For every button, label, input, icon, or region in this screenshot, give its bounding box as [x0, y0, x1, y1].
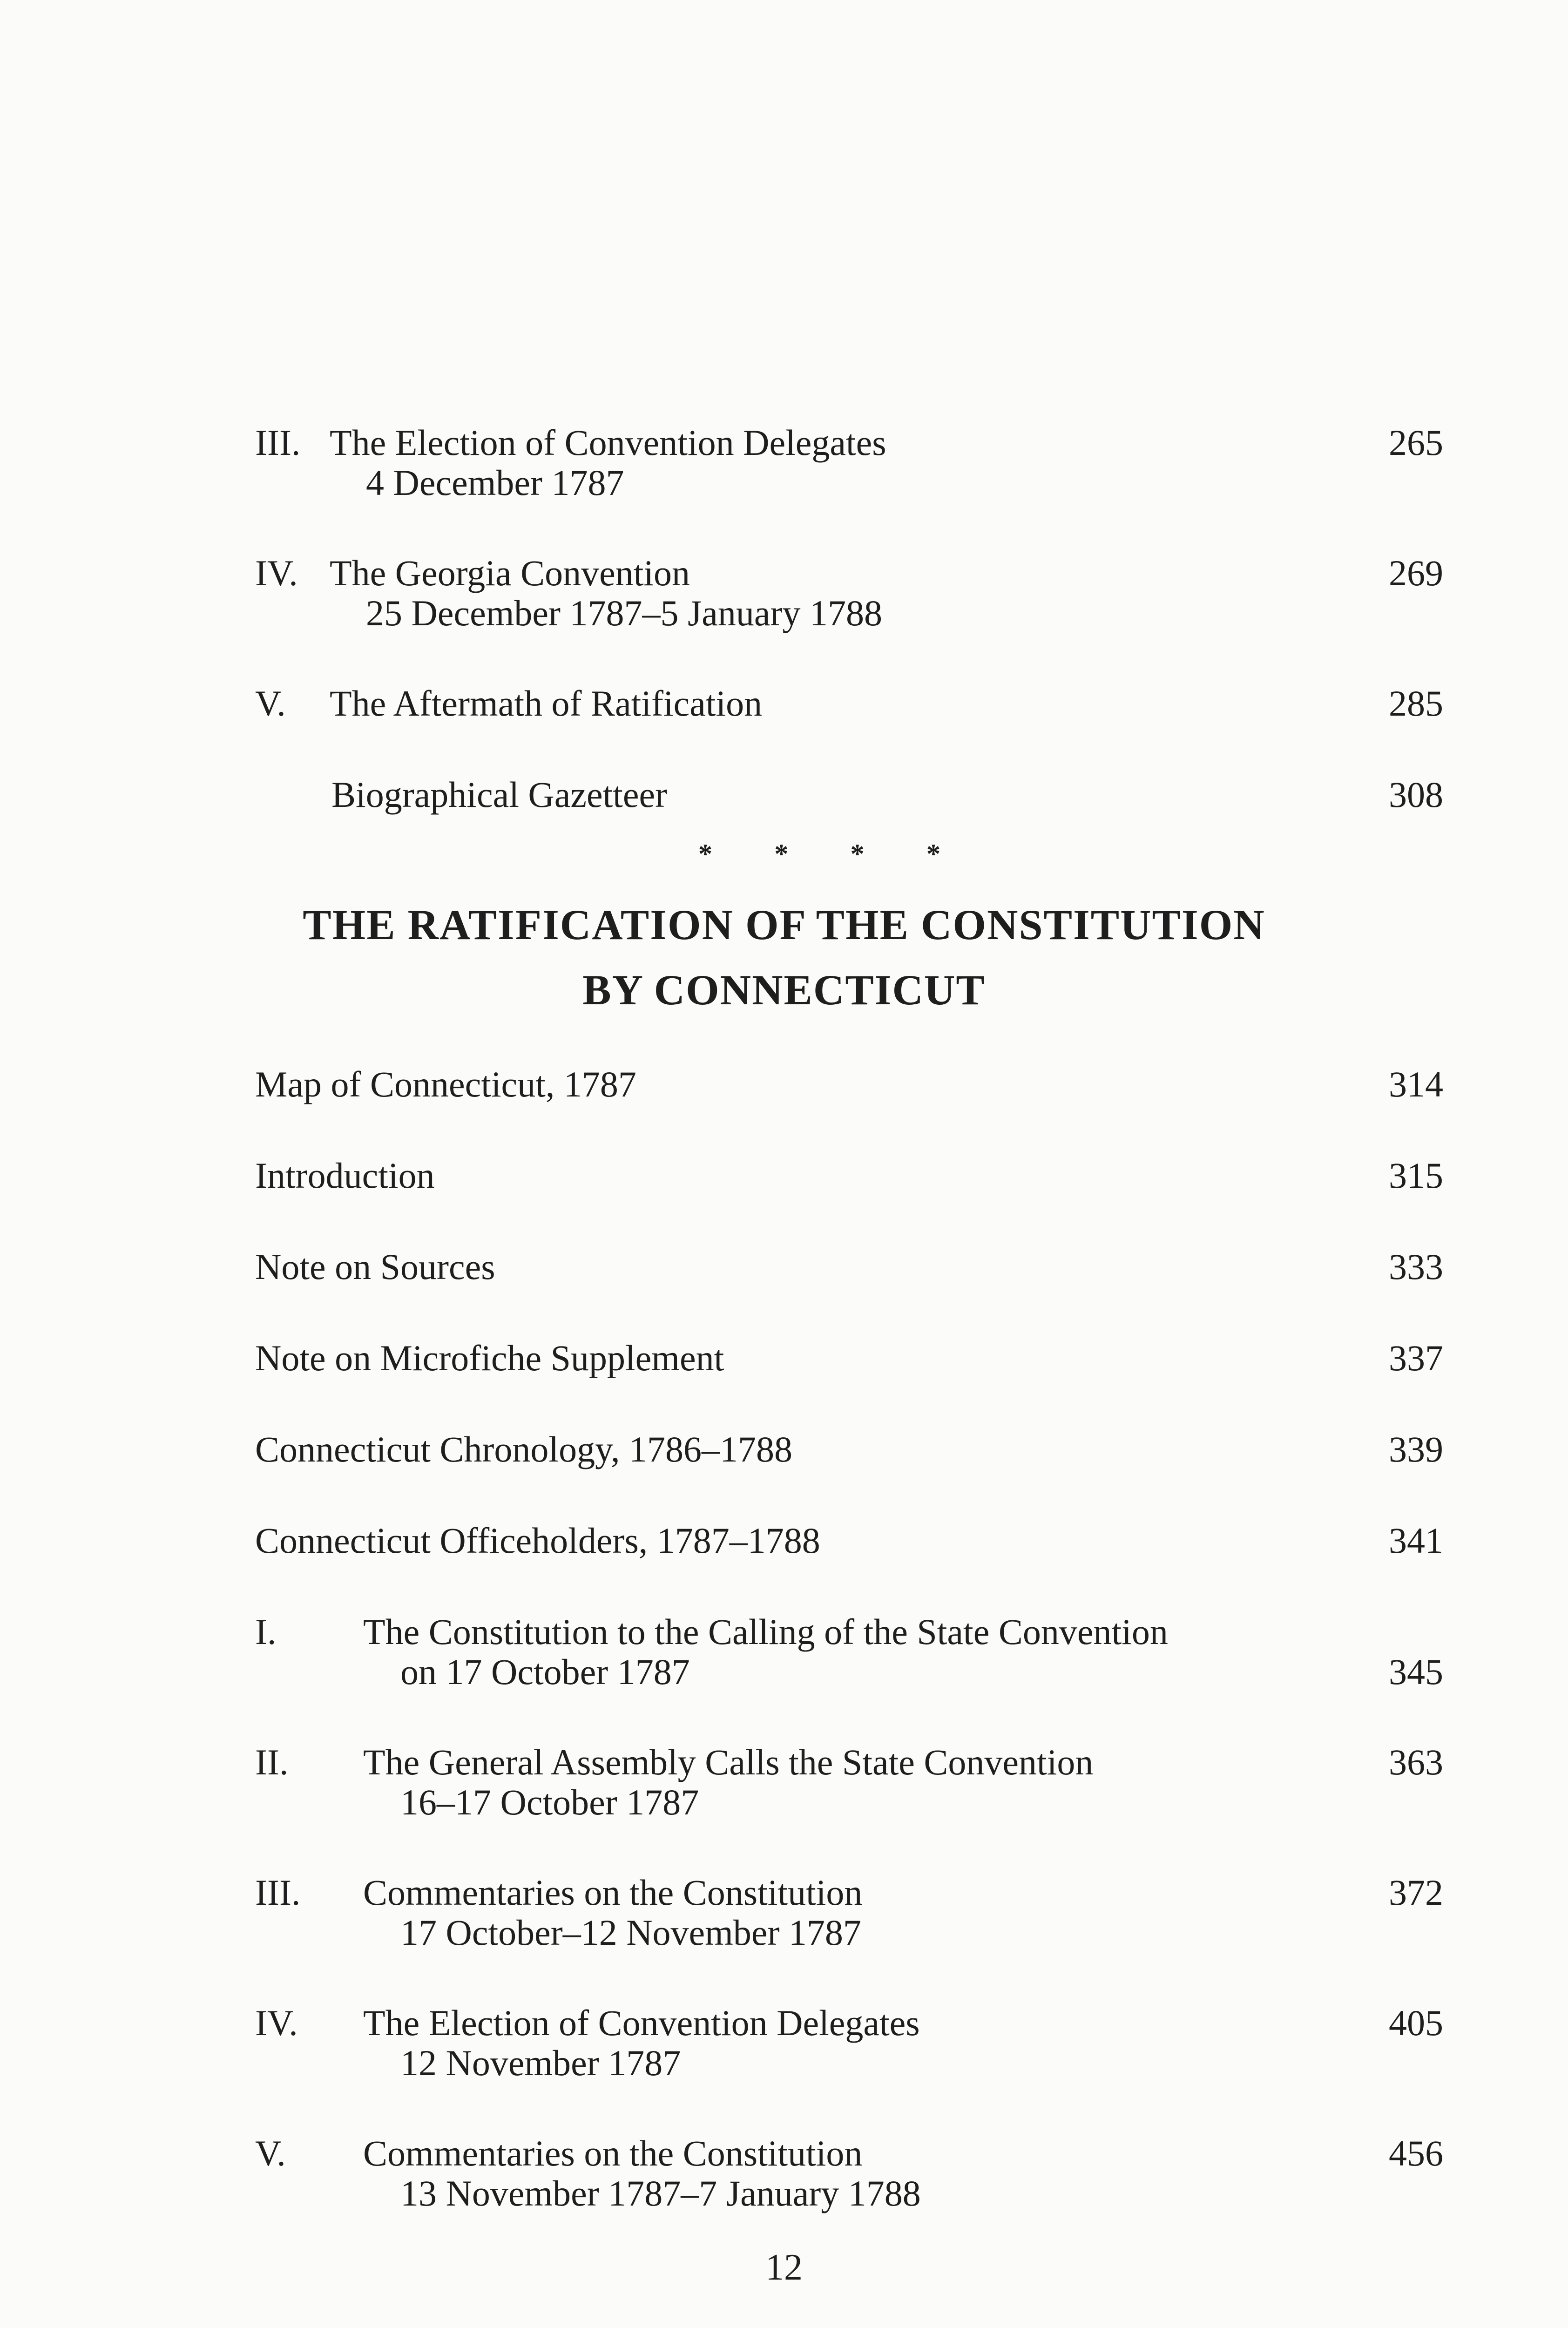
entry-page-number: 339 — [1389, 1429, 1443, 1469]
separator-asterisk: * — [698, 839, 712, 869]
entry-page-number: 333 — [1389, 1246, 1443, 1287]
entry-numeral: I. — [255, 1611, 277, 1652]
section-heading-line2: BY CONNECTICUT — [582, 966, 986, 1014]
entry-subtitle: 4 December 1787 — [366, 462, 624, 503]
entry-numeral: IV. — [255, 2003, 298, 2043]
separator-asterisk: * — [774, 839, 789, 869]
entry-page-number: 405 — [1389, 2003, 1443, 2043]
entry-numeral: IV. — [255, 553, 298, 593]
entry-subtitle: 16–17 October 1787 — [400, 1782, 699, 1822]
entry-page-number: 269 — [1389, 553, 1443, 593]
entry-numeral: V. — [255, 683, 286, 724]
entry-numeral: II. — [255, 1742, 289, 1782]
entry-page-number: 308 — [1389, 774, 1443, 815]
entry-subtitle: 25 December 1787–5 January 1788 — [366, 593, 883, 633]
entry-title: Commentaries on the Constitution — [363, 2133, 863, 2173]
entry-title: The Georgia Convention — [330, 553, 690, 593]
entry-numeral: III. — [255, 422, 301, 463]
entry-page-number: 285 — [1389, 683, 1443, 724]
entry-page-number: 265 — [1389, 422, 1443, 463]
entry-numeral: III. — [255, 1872, 301, 1913]
entry-title: Note on Sources — [255, 1246, 495, 1287]
entry-title: Note on Microfiche Supplement — [255, 1338, 724, 1378]
entry-title: The Constitution to the Calling of the State Convention — [363, 1611, 1168, 1652]
entry-title: Biographical Gazetteer — [331, 774, 668, 815]
entry-page-number: 372 — [1389, 1872, 1443, 1913]
entry-page-number: 456 — [1389, 2133, 1443, 2173]
entry-title: Commentaries on the Constitution — [363, 1872, 863, 1913]
separator-asterisk: * — [926, 839, 940, 869]
entry-page-number: 363 — [1389, 1742, 1443, 1782]
entry-title: The Aftermath of Ratification — [330, 683, 763, 724]
section-separator — [698, 838, 940, 870]
entry-title: The General Assembly Calls the State Convention — [363, 1742, 1094, 1782]
entry-page-number: 314 — [1389, 1064, 1443, 1104]
entry-page-number: 315 — [1389, 1155, 1443, 1196]
entry-subtitle: 13 November 1787–7 January 1788 — [400, 2173, 921, 2213]
entry-page-number: 341 — [1389, 1520, 1443, 1561]
entry-title: Connecticut Chronology, 1786–1788 — [255, 1429, 793, 1469]
entry-page-number: 345 — [1389, 1651, 1443, 1692]
entry-title: Connecticut Officeholders, 1787–1788 — [255, 1520, 820, 1561]
entry-title: Introduction — [255, 1155, 435, 1196]
entry-subtitle: on 17 October 1787 — [400, 1651, 690, 1692]
entry-title: The Election of Convention Delegates — [363, 2003, 920, 2043]
entry-numeral: V. — [255, 2133, 286, 2173]
section-heading-line1: THE RATIFICATION OF THE CONSTITUTION — [303, 901, 1265, 948]
separator-asterisk: * — [850, 839, 865, 869]
entry-title: The Election of Convention Delegates — [330, 422, 886, 463]
page-number: 12 — [765, 2247, 803, 2288]
entry-subtitle: 12 November 1787 — [400, 2043, 681, 2083]
entry-title: Map of Connecticut, 1787 — [255, 1064, 636, 1104]
entry-subtitle: 17 October–12 November 1787 — [400, 1912, 861, 1953]
entry-page-number: 337 — [1389, 1338, 1443, 1378]
